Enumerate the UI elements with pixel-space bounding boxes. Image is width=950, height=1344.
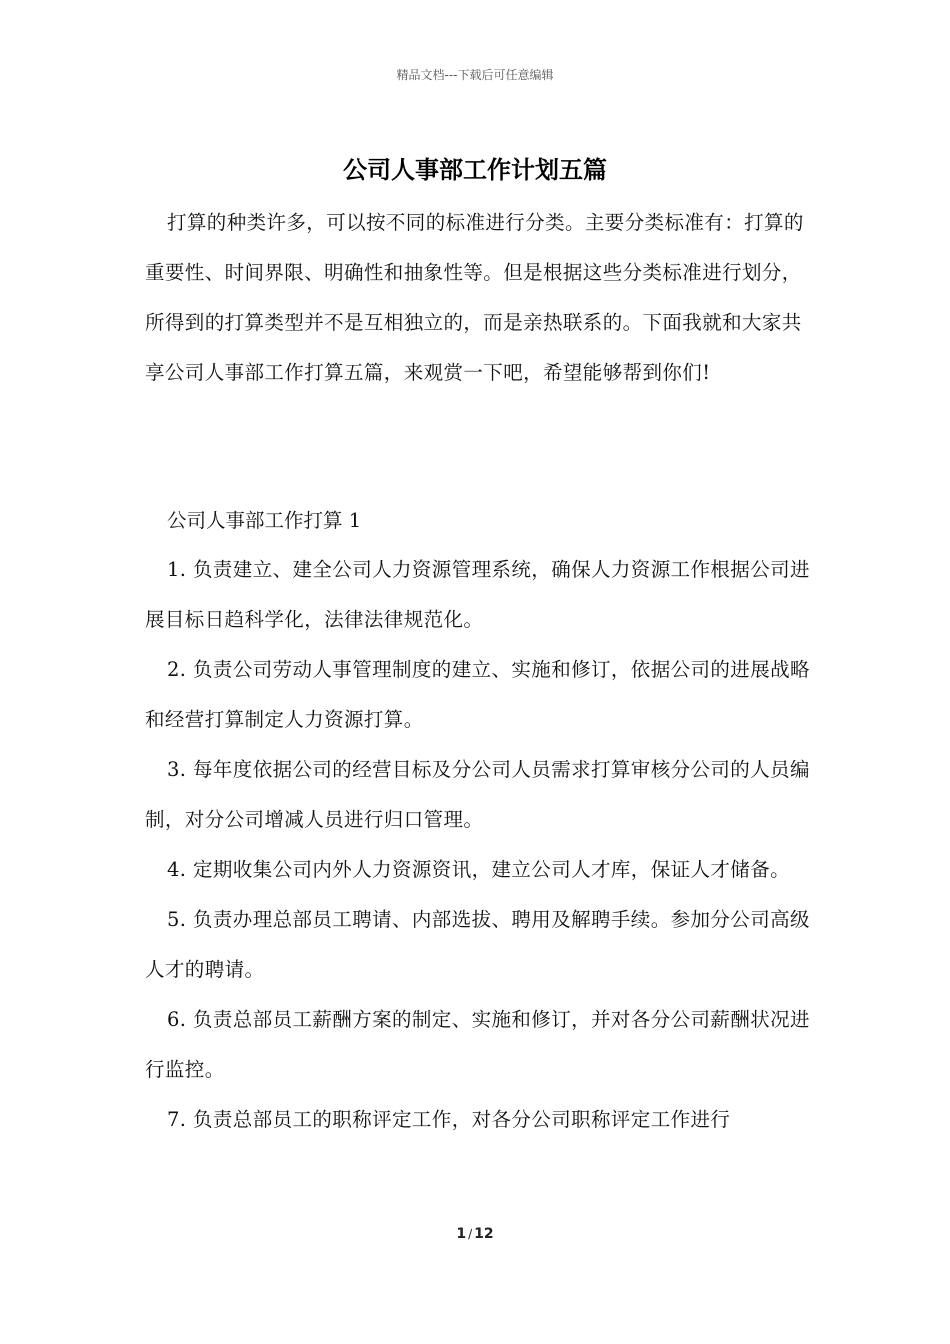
section-heading: 公司人事部工作打算 1: [167, 509, 362, 532]
page-number: [0, 1226, 950, 1242]
list-item: 2. 负责公司劳动人事管理制度的建立、实施和修订，依据公司的进展战略和经营打算制定人力资源打算。: [145, 658, 810, 731]
document-title: 公司人事部工作计划五篇: [343, 155, 607, 184]
total-page-count: 12: [474, 1226, 494, 1242]
page-separator: /: [468, 1227, 473, 1241]
intro-paragraph: 打算的种类许多，可以按不同的标准进行分类。主要分类标准有：打算的重要性、时间界限、明确性和抽象性等。但是根据这些分类标准进行划分，所得到的打算类型并不是互相独立的，而是亲热联系的。下面我就和大家共享公司人事部工作打算五篇，来观赏一下吧，希望能够帮到你们!: [145, 211, 804, 384]
list-item: 3. 每年度依据公司的经营目标及分公司人员需求打算审核分公司的人员编制，对分公司增减人员进行归口管理。: [145, 758, 810, 831]
current-page-number: 1: [456, 1226, 467, 1242]
list-item: 6. 负责总部员工薪酬方案的制定、实施和修订，并对各分公司薪酬状况进行监控。: [145, 1008, 810, 1081]
list-item: 4. 定期收集公司内外人力资源资讯，建立公司人才库，保证人才储备。: [167, 858, 791, 881]
item-list: [145, 545, 810, 1145]
list-item: 7. 负责总部员工的职称评定工作，对各分公司职称评定工作进行: [167, 1108, 731, 1131]
list-item: 1. 负责建立、建全公司人力资源管理系统，确保人力资源工作根据公司进展目标日趋科学化，法律法律规范化。: [145, 558, 810, 631]
header-note: 精品文档---下载后可任意编辑: [396, 68, 554, 82]
list-item: 5. 负责办理总部员工聘请、内部选拔、聘用及解聘手续。参加分公司高级人才的聘请。: [145, 908, 810, 981]
